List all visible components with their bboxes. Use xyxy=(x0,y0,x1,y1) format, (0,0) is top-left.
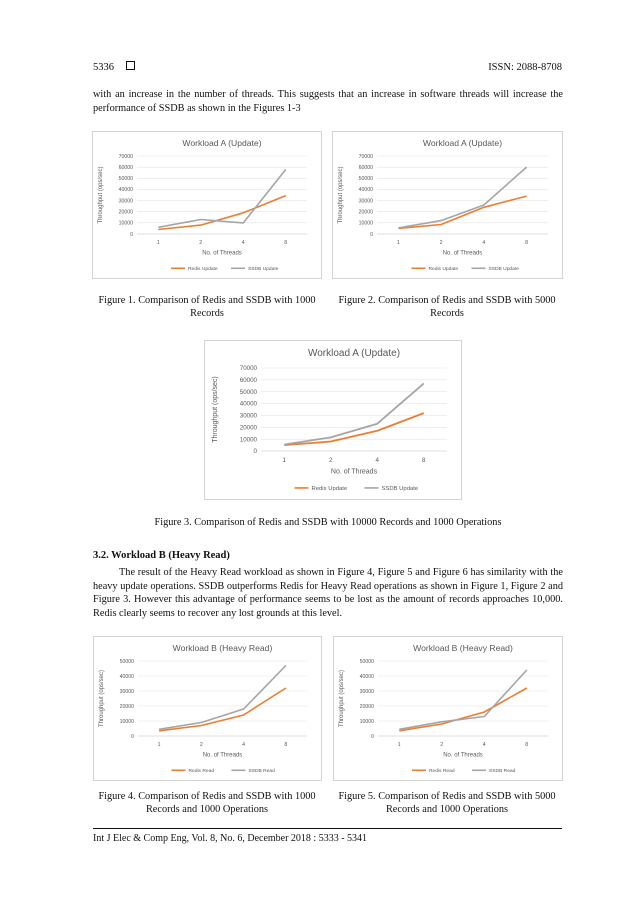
legend-label: SSDB Update xyxy=(248,267,279,272)
figure-1-chart xyxy=(92,131,322,279)
y-tick-label: 20000 xyxy=(358,209,373,216)
legend-label: Redis Update xyxy=(188,267,218,272)
series-line-redis xyxy=(399,688,527,731)
series-line-ssdb xyxy=(398,167,526,228)
y-tick-label: 10000 xyxy=(358,220,373,227)
y-tick-label: 40000 xyxy=(359,673,374,680)
y-tick-label: 50000 xyxy=(119,658,134,665)
legend-label: Redis Update xyxy=(428,267,459,272)
y-tick-label: 30000 xyxy=(358,198,373,205)
y-tick-label: 0 xyxy=(130,231,133,238)
legend-label: Redis Update xyxy=(311,486,348,492)
x-axis-label: No. of Threads xyxy=(202,250,242,257)
x-tick-label: 2 xyxy=(439,240,443,247)
y-axis-label: Throughput (ops/sec) xyxy=(212,376,219,443)
y-tick-label: 50000 xyxy=(358,176,373,183)
x-tick-label: 4 xyxy=(375,457,379,465)
y-tick-label: 20000 xyxy=(359,703,374,710)
y-tick-label: 30000 xyxy=(118,198,133,205)
section-heading: 3.2. Workload B (Heavy Read) xyxy=(93,550,230,561)
x-tick-label: 8 xyxy=(422,457,426,465)
y-tick-label: 50000 xyxy=(118,176,133,183)
y-tick-label: 10000 xyxy=(239,436,257,444)
x-axis-label: No. of Threads xyxy=(202,752,243,759)
y-tick-label: 60000 xyxy=(358,164,373,171)
section-paragraph xyxy=(93,566,563,620)
y-tick-label: 40000 xyxy=(358,187,373,194)
figure-1-svg xyxy=(93,132,321,278)
y-tick-label: 70000 xyxy=(358,153,373,160)
y-tick-label: 40000 xyxy=(119,673,134,680)
chart-title: Workload A (Update) xyxy=(422,138,503,148)
x-tick-label: 2 xyxy=(199,742,203,749)
y-tick-label: 10000 xyxy=(119,718,134,725)
chart-title: Workload B (Heavy Read) xyxy=(172,643,273,653)
x-axis-label: No. of Threads xyxy=(443,752,483,759)
x-tick-label: 8 xyxy=(284,742,288,749)
y-tick-label: 60000 xyxy=(239,377,257,385)
x-tick-label: 1 xyxy=(156,240,160,247)
figure-4-caption: Figure 4. Comparison of Redis and SSDB with 1000 Records and 1000 Operations xyxy=(98,791,316,815)
y-tick-label: 0 xyxy=(131,733,134,740)
figure-3-svg xyxy=(205,341,461,499)
y-tick-label: 10000 xyxy=(118,220,133,227)
chart-title: Workload A (Update) xyxy=(307,348,401,359)
y-tick-label: 30000 xyxy=(119,688,134,695)
x-tick-label: 1 xyxy=(282,457,286,465)
y-axis-label: Throughput (ops/sec) xyxy=(339,669,345,728)
y-tick-label: 40000 xyxy=(118,187,133,194)
legend-label: SSDB Update xyxy=(381,486,419,492)
x-tick-label: 2 xyxy=(329,457,333,465)
y-tick-label: 10000 xyxy=(359,718,374,725)
x-tick-label: 8 xyxy=(525,742,529,749)
y-tick-label: 30000 xyxy=(359,688,374,695)
figure-2-svg xyxy=(333,132,562,278)
y-tick-label: 20000 xyxy=(239,424,257,432)
footer-citation: Int J Elec & Comp Eng, Vol. 8, No. 6, December 2018 : 5333 - 5341 xyxy=(93,833,368,844)
legend-label: SSDB Read xyxy=(248,769,275,774)
y-axis-label: Throughput (ops/sec) xyxy=(338,166,344,224)
chart-title: Workload B (Heavy Read) xyxy=(413,643,513,653)
x-tick-label: 8 xyxy=(284,240,288,247)
section-paragraph-text: The result of the Heavy Read workload as shown in Figure 4, Figure 5 and Figure 6 has similarity with the heavy update operations. SSDB outperforms Redis for Heavy Read operations as shown in Figure 1, Figure 2 and Figure 3. However this advantage of performance seems to be lost as the amount of records approaches 10,000. Redis clearly seems to recover any lost grounds at this level. xyxy=(93,567,563,619)
y-axis-label: Throughput (ops/sec) xyxy=(98,166,104,224)
y-tick-label: 60000 xyxy=(118,164,133,171)
figure-5-svg xyxy=(334,637,562,780)
x-tick-label: 4 xyxy=(482,742,486,749)
intro-paragraph: with an increase in the number of threads. This suggests that an increase in software threads will increase the performance of SSDB as shown in the Figures 1-3 xyxy=(93,89,563,114)
y-tick-label: 50000 xyxy=(239,388,257,396)
series-line-redis xyxy=(284,413,424,445)
legend-label: Redis Read xyxy=(429,769,455,774)
figure-3-caption: Figure 3. Comparison of Redis and SSDB with 10000 Records and 1000 Operations xyxy=(154,517,502,528)
figure-1-caption: Figure 1. Comparison of Redis and SSDB with 1000 Records xyxy=(98,295,316,319)
legend-label: SSDB Update xyxy=(488,267,519,272)
y-tick-label: 0 xyxy=(370,231,373,238)
legend-label: Redis Read xyxy=(188,769,215,774)
legend-label: SSDB Read xyxy=(489,769,516,774)
x-tick-label: 1 xyxy=(397,742,401,749)
series-line-redis xyxy=(159,688,286,731)
y-tick-label: 50000 xyxy=(359,658,374,665)
figure-4-svg xyxy=(94,637,321,780)
y-axis-label: Throughput (ops/sec) xyxy=(99,669,105,728)
x-tick-label: 4 xyxy=(241,240,245,247)
page-number: 5336 xyxy=(93,62,114,73)
x-tick-label: 8 xyxy=(525,240,529,247)
y-tick-label: 30000 xyxy=(239,412,257,420)
issn: ISSN: 2088-8708 xyxy=(488,62,562,73)
figure-3-chart xyxy=(204,340,462,500)
y-tick-label: 40000 xyxy=(239,400,257,408)
x-tick-label: 4 xyxy=(482,240,486,247)
figure-2-chart xyxy=(332,131,563,279)
y-tick-label: 70000 xyxy=(239,365,257,373)
y-tick-label: 20000 xyxy=(119,703,134,710)
x-tick-label: 2 xyxy=(440,742,444,749)
chart-title: Workload A (Update) xyxy=(182,138,262,148)
x-tick-label: 1 xyxy=(396,240,400,247)
figure-2-caption: Figure 2. Comparison of Redis and SSDB with 5000 Records xyxy=(338,295,556,319)
figure-4-chart xyxy=(93,636,322,781)
y-tick-label: 0 xyxy=(253,448,257,456)
y-tick-label: 70000 xyxy=(118,153,133,160)
x-axis-label: No. of Threads xyxy=(330,468,378,476)
figure-5-caption: Figure 5. Comparison of Redis and SSDB with 5000 Records and 1000 Operations xyxy=(338,791,556,815)
x-tick-label: 4 xyxy=(242,742,246,749)
x-tick-label: 1 xyxy=(157,742,161,749)
x-tick-label: 2 xyxy=(199,240,203,247)
footer-rule xyxy=(93,828,562,829)
header-box-icon xyxy=(126,61,135,70)
y-tick-label: 20000 xyxy=(118,209,133,216)
y-tick-label: 0 xyxy=(371,733,374,740)
x-axis-label: No. of Threads xyxy=(442,250,483,257)
figure-5-chart xyxy=(333,636,563,781)
